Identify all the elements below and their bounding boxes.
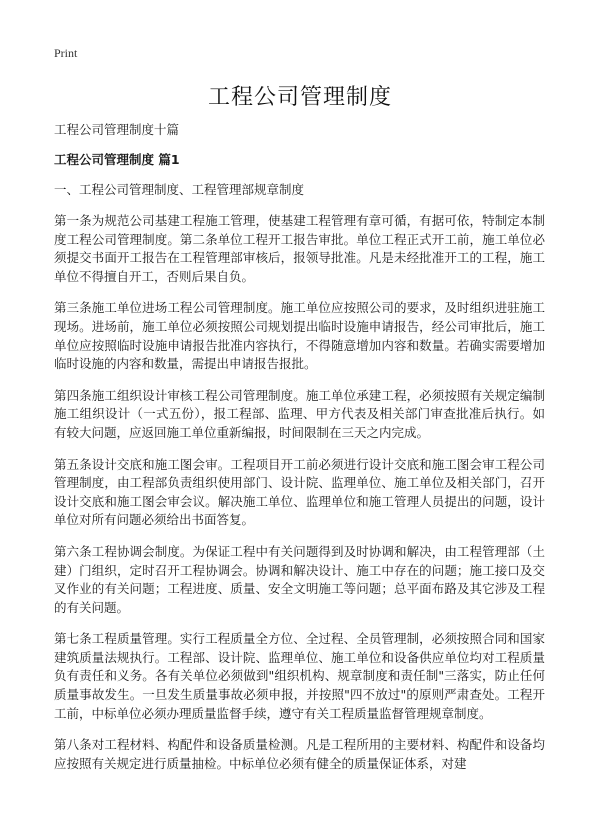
paragraph-article-3: 第三条施工单位进场工程公司管理制度。施工单位应按照公司的要求，及时组织进驻施工现场。进场前，施工单位必须按照公司规划提出临时设施申请报告，经公司审批后，施工单位应按照临时设施申请报告批准内容执行，不得随意增加内容和数量。若确实需要增加临时设施的内容和数量，需提出申请报告报批。 [54,300,545,372]
document-body [54,121,545,786]
paragraph-article-8: 第八条对工程材料、构配件和设备质量检测。凡是工程所用的主要材料、构配件和设备均应按照有关规定进行质量抽检。中标单位必须有健全的质量保证体系，对建 [54,737,545,771]
paragraph-article-6: 第六条工程协调会制度。为保证工程中有关问题得到及时协调和解决，由工程管理部（土建）门组织，定时召开工程协调会。协调和解决设计、施工中存在的问题；施工接口及交叉作业的有关问题；工程进度、质量、安全文明施工等问题；总平面布路及其它涉及工程的有关问题。 [54,543,545,615]
paragraph-article-5: 第五条设计交底和施工图会审。工程项目开工前必须进行设计交底和施工图会审工程公司管理制度，由工程部负责组织使用部门、设计院、监理单位、施工单位及相关部门，召开设计交底和施工图会审会议。解决施工单位、监理单位和施工管理人员提出的问题，设计单位对所有问题必须给出书面答复。 [54,456,545,528]
document-subtitle: 工程公司管理制度十篇 [54,122,180,137]
document-title: 工程公司管理制度 [207,85,392,110]
paragraph-article-4: 第四条施工组织设计审核工程公司管理制度。施工单位承建工程，必须按照有关规定编制施工组织设计（一式五份），报工程部、监理、甲方代表及相关部门审查批准后执行。如有较大问题，应返回施工单位重新编报，时间限制在三天之内完成。 [54,387,545,440]
chapter-heading: 一、工程公司管理制度、工程管理部规章制度 [54,182,305,197]
paragraph-article-1-2: 第一条为规范公司基建工程施工管理，使基建工程管理有章可循，有据可依，特制定本制度工程公司管理制度。第二条单位工程开工报告审批。单位工程正式开工前，施工单位必须提交书面开工报告在工程管理部审核后，报领导批准。凡是未经批准开工的工程，施工单位不得擅自开工，否则后果自负。 [54,213,545,284]
paragraph-article-7: 第七条工程质量管理。实行工程质量全方位、全过程、全员管理制，必须按照合同和国家建筑质量法规执行。工程部、设计院、监理单位、施工单位和设备供应单位均对工程质量负有责任和义务。各有关单位必须做到"组织机构、规章制度和责任制"三落实，防止任何质量事故发生。一旦发生质量事故必须申报，并按照"四不放过"的原则严肃查处。工程开工前，中标单位必须办理质量监督手续，遵守有关工程质量监督管理规章制度。 [54,631,545,721]
section-heading: 工程公司管理制度 篇1 [54,152,180,167]
print-link[interactable]: Print [54,46,78,60]
